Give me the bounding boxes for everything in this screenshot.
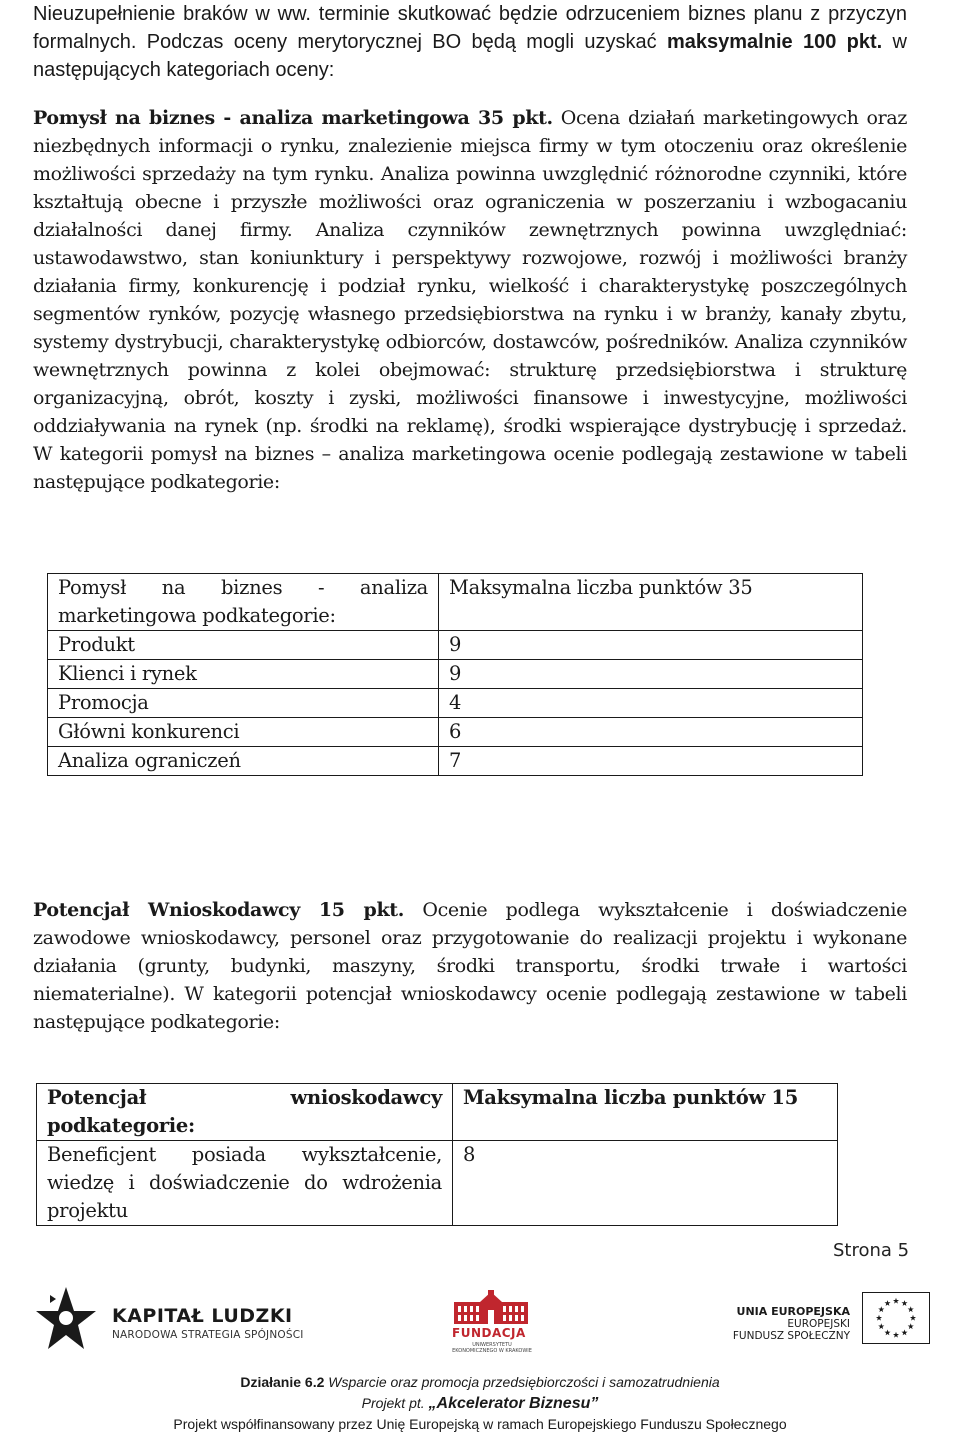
table-cell-label: Analiza ograniczeń [48,747,439,776]
eu-star-icon [876,1315,882,1321]
section-marketing-heading: Pomysł na biznes - analiza marketingowa 35 pkt. [33,107,553,129]
table-header-right: Maksymalna liczba punktów 35 [439,574,863,631]
eu-star-icon [878,1323,884,1329]
eu-line-3: FUNDUSZ SPOŁECZNY [732,1330,850,1342]
footer-text [0,1372,960,1435]
eu-star-icon [901,1330,907,1336]
kapital-ludzki-subtitle: NARODOWA STRATEGIA SPÓJNOŚCI [112,1329,304,1341]
footer-action-line [0,1372,960,1393]
eu-star-icon [878,1306,884,1312]
applicant-score-table [36,1083,838,1226]
eu-star-icon [884,1300,890,1306]
intro-text-1: Nieuzupełnienie braków w ww. terminie skutkować będzie odrzuceniem biznes planu z przyczyn formalnych. Podczas oceny merytorycznej BO będą mogli uzyskać [33,3,907,53]
fundacja-logo-subtitle: UNIWERSYTETU EKONOMICZNEGO W KRAKOWIE [452,1342,532,1354]
fundacja-logo-text: FUNDACJA [452,1326,526,1340]
table-row [48,631,863,660]
kapital-ludzki-logo-icon [36,1285,96,1351]
intro-bold: maksymalnie 100 pkt. [666,31,883,53]
table-header-left: Pomysł na biznes - analiza marketingowa podkategorie: [48,574,439,631]
marketing-score-table [47,573,863,776]
eu-line-2: EUROPEJSKI [787,1318,850,1330]
table-row [48,718,863,747]
table-cell-label: Klienci i rynek [48,660,439,689]
kapital-ludzki-title: KAPITAŁ LUDZKI [112,1305,293,1327]
eu-logo-text [720,1305,850,1342]
table-header-row [37,1084,838,1141]
table-cell-label: Produkt [48,631,439,660]
eu-stars-icon [862,1292,930,1344]
table-row [37,1141,838,1226]
section-applicant-heading: Potencjał Wnioskodawcy 15 pkt. [33,899,404,921]
table-cell-label: Beneficjent posiada wykształcenie, wiedzę i doświadczenie do wdrożenia projektu [37,1141,453,1226]
eu-star-icon [893,1332,899,1338]
footer-project-line [0,1393,960,1414]
table-cell-points: 8 [453,1141,838,1226]
table-cell-label: Główni konkurenci [48,718,439,747]
table-row [48,660,863,689]
eu-line-1: UNIA EUROPEJSKA [736,1305,850,1318]
section-marketing [33,104,907,496]
eu-star-icon [908,1306,914,1312]
section-applicant-wrapper [33,896,907,1036]
table-cell-label: Promocja [48,689,439,718]
table-cell-points: 6 [439,718,863,747]
section-applicant-body: Ocenie podlega wykształcenie i doświadczenie zawodowe wnioskodawcy, personel oraz przygotowanie do realizacji projektu i wykonane działania (grunty, budynki, maszyny, środki transportu, środki trwałe i wartości niematerialne). W kategorii potencjał wnioskodawcy ocenie podlegają zestawione w tabeli następujące podkategorie: [33,899,907,1033]
table-cell-points: 9 [439,631,863,660]
table-header-right: Maksymalna liczba punktów 15 [453,1084,838,1141]
footer-project-prefix: Projekt pt. [361,1395,429,1411]
section-applicant [33,896,907,1036]
eu-star-icon [893,1298,899,1304]
fundacja-building-icon [450,1290,532,1326]
intro-text-2: w następujących kategoriach oceny: [33,31,907,81]
page-number: Strona 5 [833,1240,910,1261]
document-body [33,0,907,496]
eu-star-icon [908,1323,914,1329]
eu-star-icon [901,1300,907,1306]
footer-cofinance: Projekt współfinansowany przez Unię Europejską w ramach Europejskiego Funduszu Społecznego [173,1416,787,1432]
table-row [48,689,863,718]
table-row [48,747,863,776]
kapital-ludzki-logo [112,1305,304,1341]
footer-action-text: Wsparcie oraz promocja przedsiębiorczości i samozatrudnienia [324,1374,720,1390]
table-cell-points: 4 [439,689,863,718]
table-cell-points: 7 [439,747,863,776]
table-cell-points: 9 [439,660,863,689]
table-header-left: Potencjał wnioskodawcy podkategorie: [37,1084,453,1141]
table-header-row [48,574,863,631]
footer-action-bold: Działanie 6.2 [240,1374,325,1390]
eu-star-icon [910,1315,916,1321]
intro-paragraph [33,0,907,84]
footer-project-name: „Akcelerator Biznesu” [428,1395,599,1412]
section-marketing-body: Ocena działań marketingowych oraz niezbędnych informacji o rynku, znalezienie miejsca firmy w tym otoczeniu oraz określenie możliwości sprzedaży na tym rynku. Analiza powinna uwzględnić różnorodne czynniki, które kształtują obecne i przyszłe możliwości oraz ograniczenia w poszerzaniu i wzbogacaniu działalności danej firmy. Analiza czynników zewnętrznych powinna uwzględniać: ustawodawstwo, stan koniunktury i perspektywy rozwojowe, rozwój i możliwości branży działania firmy, konkurencję i podział rynku, wielkość i charakterystykę poszczególnych segmentów rynków, pozycję własnego przedsiębiorstwa na rynku i w branży, kanały zbytu, systemy dystrybucji, charakterystykę odbiorców, dostawców, pośredników. Analiza czynników wewnętrznych powinna z kolei obejmować: strukturę przedsiębiorstwa i strukturę organizacyjną, obrót, koszty i zyski, możliwości finansowe i inwestycyjne, możliwości oddziaływania na rynek (np. środki na reklamę), środki wspierające dystrybucję i sprzedaż. W kategorii pomysł na biznes – analiza marketingowa ocenie podlegają zestawione w tabeli następujące podkategorie: [33,107,907,493]
eu-star-icon [884,1330,890,1336]
